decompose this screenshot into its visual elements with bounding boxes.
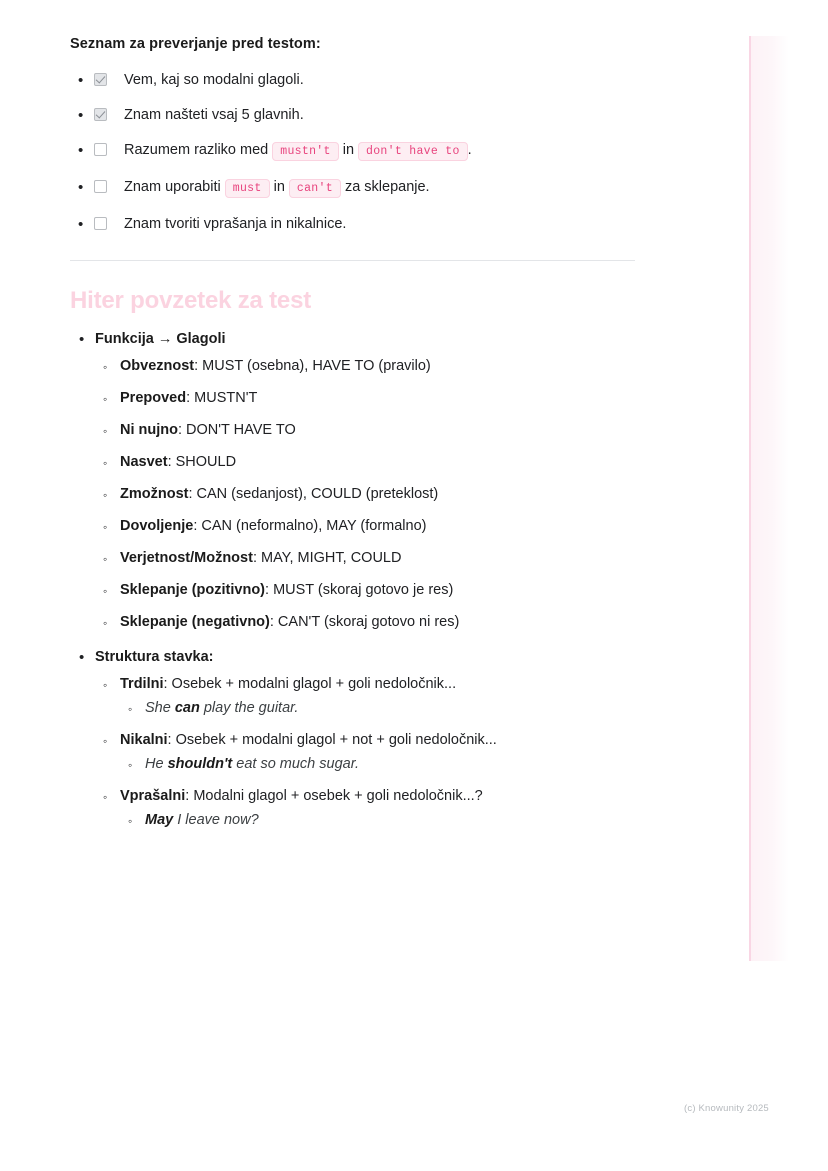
pre-test-checklist (70, 70, 640, 234)
outline-item-definition: : MAY, MIGHT, COULD (252, 550, 402, 566)
checklist-item (70, 70, 640, 90)
outline-item-definition: : SHOULD (167, 454, 237, 470)
bullet-icon: • (78, 72, 84, 89)
checklist-item (70, 177, 640, 199)
outline-sublist (95, 356, 640, 633)
right-rail (749, 36, 789, 961)
outline-item (95, 420, 640, 441)
circle-bullet-icon: ◦ (128, 702, 133, 716)
outline-item-term: Ni nujno (120, 422, 178, 438)
outline-sublist (95, 674, 640, 831)
checklist-item (70, 140, 640, 162)
outline-item (95, 452, 640, 473)
document-content (70, 36, 640, 845)
outline-group-label: Funkcija → Glagoli (95, 331, 226, 347)
outline-item-term: Vprašalni (120, 788, 186, 804)
outline-group (70, 329, 640, 633)
example-list (120, 698, 640, 719)
checkbox-2[interactable] (94, 108, 107, 121)
summary-heading: Hiter povzetek za test (70, 287, 312, 314)
example-list (120, 754, 640, 775)
circle-bullet-icon: ◦ (103, 456, 108, 470)
circle-bullet-icon: ◦ (103, 488, 108, 502)
outline-item-term: Trdilni (120, 676, 164, 692)
outline-item-term: Nikalni (120, 732, 168, 748)
circle-bullet-icon: ◦ (103, 734, 108, 748)
outline-item-definition: : CAN'T (skoraj gotovo ni res) (269, 614, 460, 630)
bullet-icon: • (78, 107, 84, 124)
outline-item (95, 674, 640, 719)
checkbox-4[interactable] (94, 180, 107, 193)
checklist-item-label: Vem, kaj so modalni glagoli. (124, 72, 304, 88)
outline-item (95, 484, 640, 505)
circle-bullet-icon: ◦ (103, 392, 108, 406)
bullet-icon: • (79, 649, 85, 666)
checklist-item-label: Znam tvoriti vprašanja in nikalnice. (124, 216, 347, 232)
outline-item-term: Dovoljenje (120, 518, 194, 534)
outline-item (95, 730, 640, 775)
circle-bullet-icon: ◦ (103, 552, 108, 566)
checklist-item-label: Razumem razliko med mustn't in don't have to . (124, 142, 472, 158)
inline-code: must (225, 179, 270, 198)
section-divider (70, 260, 635, 261)
outline-item-definition: : MUST (skoraj gotovo je res) (265, 582, 454, 598)
circle-bullet-icon: ◦ (128, 814, 133, 828)
checklist-item (70, 105, 640, 125)
outline-item-definition: : Osebek + modalni glagol + goli nedoločnik... (163, 676, 457, 692)
circle-bullet-icon: ◦ (128, 758, 133, 772)
outline-item-definition: : CAN (sedanjost), COULD (preteklost) (188, 486, 439, 502)
outline-item-definition: : Modalni glagol + osebek + goli nedoločnik...? (185, 788, 483, 804)
example-item: ◦ She can play the guitar. (120, 698, 640, 719)
circle-bullet-icon: ◦ (103, 616, 108, 630)
outline-item-term: Verjetnost/Možnost (120, 550, 253, 566)
outline-item-definition: : MUST (osebna), HAVE TO (pravilo) (194, 358, 431, 374)
example-list (120, 810, 640, 831)
circle-bullet-icon: ◦ (103, 790, 108, 804)
outline-group (70, 647, 640, 831)
outline-item (95, 612, 640, 633)
outline-item-definition: : MUSTN'T (186, 390, 258, 406)
outline-item (95, 356, 640, 377)
outline-item-definition: : CAN (neformalno), MAY (formalno) (193, 518, 427, 534)
summary-outline (70, 329, 640, 831)
outline-item (95, 516, 640, 537)
circle-bullet-icon: ◦ (103, 678, 108, 692)
outline-item (95, 580, 640, 601)
inline-code: mustn't (272, 142, 338, 161)
outline-item (95, 786, 640, 831)
outline-item-term: Sklepanje (pozitivno) (120, 582, 266, 598)
circle-bullet-icon: ◦ (103, 360, 108, 374)
outline-item-term: Nasvet (120, 454, 168, 470)
inline-code: don't have to (358, 142, 468, 161)
example-item: ◦ He shouldn't eat so much sugar. (120, 754, 640, 775)
outline-item-term: Obveznost (120, 358, 195, 374)
checklist-title: Seznam za preverjanje pred testom: (70, 36, 321, 52)
example-item: ◦ May I leave now? (120, 810, 640, 831)
checklist-item-label: Znam našteti vsaj 5 glavnih. (124, 107, 304, 123)
outline-item-definition: : Osebek + modalni glagol + not + goli nedoločnik... (167, 732, 497, 748)
checkbox-3[interactable] (94, 143, 107, 156)
outline-item (95, 388, 640, 409)
outline-group-label: Struktura stavka: (95, 649, 214, 665)
outline-item-definition: : DON'T HAVE TO (178, 422, 296, 438)
bullet-icon: • (78, 142, 84, 159)
bullet-icon: • (78, 179, 84, 196)
outline-item-term: Prepoved (120, 390, 187, 406)
checkbox-5[interactable] (94, 217, 107, 230)
checklist-item-label: Znam uporabiti must in can't za sklepanje. (124, 179, 430, 195)
circle-bullet-icon: ◦ (103, 584, 108, 598)
example-modal-verb: can (174, 700, 200, 716)
bullet-icon: • (78, 216, 84, 233)
copyright-footer: (c) Knowunity 2025 (684, 1103, 769, 1114)
example-modal-verb: shouldn't (167, 756, 233, 772)
bullet-icon: • (79, 331, 85, 348)
outline-item (95, 548, 640, 569)
outline-item-term: Zmožnost (120, 486, 189, 502)
example-modal-verb: May (145, 812, 174, 828)
outline-item-term: Sklepanje (negativno) (120, 614, 270, 630)
circle-bullet-icon: ◦ (103, 424, 108, 438)
checkbox-1[interactable] (94, 73, 107, 86)
checklist-item (70, 214, 640, 234)
right-rail-accent-line (749, 36, 751, 961)
circle-bullet-icon: ◦ (103, 520, 108, 534)
inline-code: can't (289, 179, 341, 198)
